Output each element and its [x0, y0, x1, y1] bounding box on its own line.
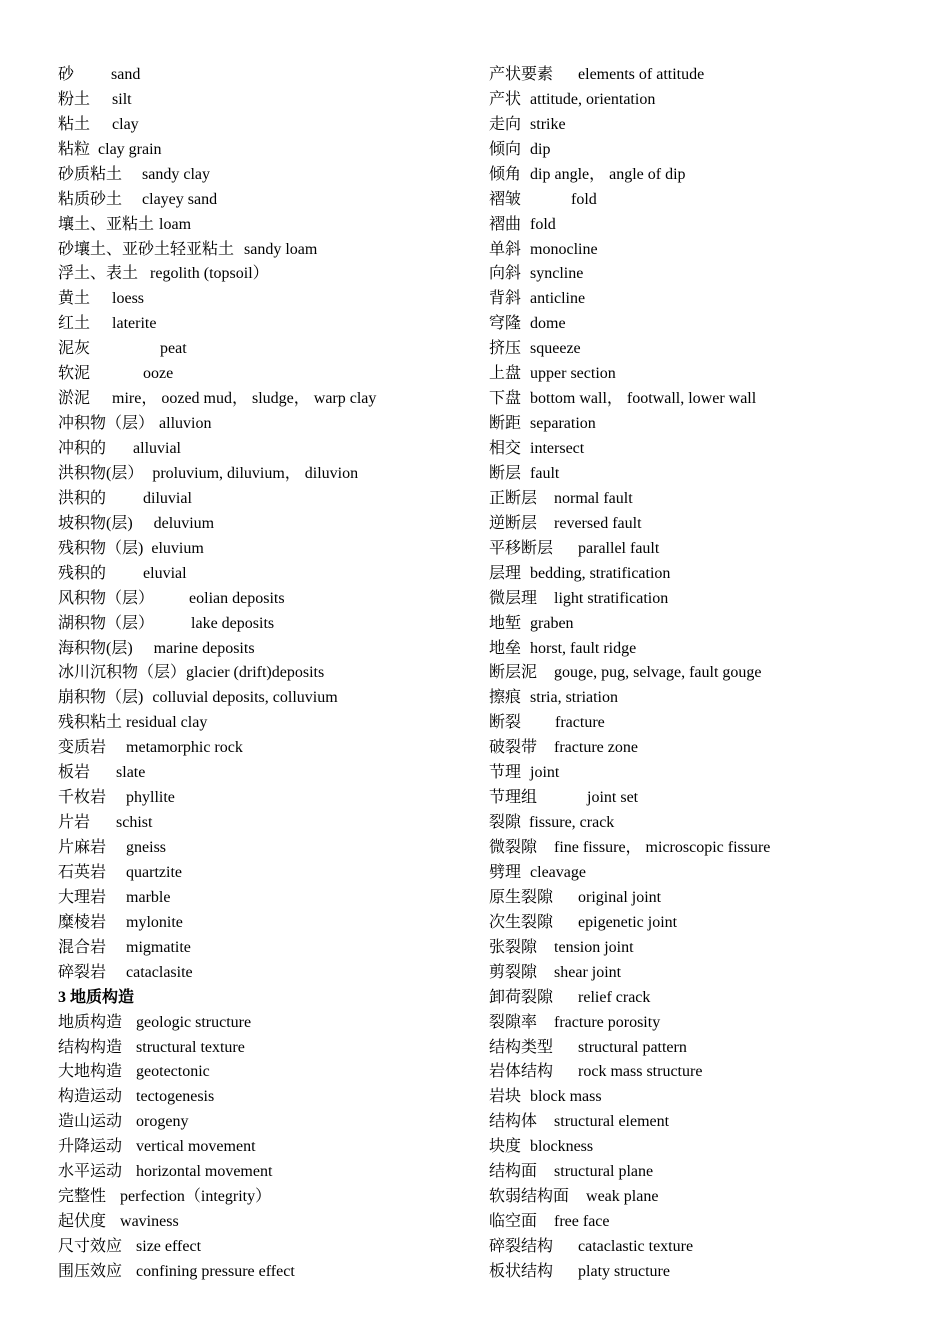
glossary-row	[489, 1084, 929, 1109]
chinese-term: 节理组	[489, 789, 538, 807]
english-term: perfection（integrity）	[120, 1188, 272, 1206]
english-term: bedding, stratification	[530, 564, 671, 582]
chinese-term: 断距	[489, 415, 522, 433]
chinese-term: 砂	[58, 65, 75, 83]
chinese-term: 逆断层	[489, 514, 538, 532]
glossary-row	[58, 1134, 468, 1159]
english-term: phyllite	[126, 789, 175, 807]
english-term: syncline	[530, 265, 584, 283]
chinese-term: 造山运动	[58, 1113, 123, 1131]
english-term: deluvium	[153, 514, 215, 532]
chinese-term: 石英岩	[58, 863, 107, 881]
right-column	[489, 62, 929, 1284]
chinese-term: 冲积物（层）	[58, 415, 155, 433]
chinese-term: 微层理	[489, 589, 538, 607]
glossary-row	[58, 710, 468, 735]
glossary-row	[489, 286, 929, 311]
chinese-term: 变质岩	[58, 739, 107, 757]
glossary-row	[489, 785, 929, 810]
english-term: normal fault	[554, 489, 633, 507]
glossary-row	[58, 511, 468, 536]
glossary-row	[58, 62, 468, 87]
chinese-term: 尺寸效应	[58, 1238, 123, 1256]
english-term: mylonite	[126, 913, 183, 931]
english-term: clay	[112, 115, 139, 133]
chinese-term: 坡积物(层)	[58, 514, 133, 532]
english-term: cleavage	[530, 863, 586, 881]
chinese-term: 冲积的	[58, 440, 107, 458]
english-term: eolian deposits	[189, 589, 285, 607]
glossary-row	[489, 237, 929, 262]
english-term: glacier (drift)deposits	[186, 664, 325, 682]
chinese-term: 原生裂隙	[489, 888, 554, 906]
english-term: mire， oozed mud， sludge， warp clay	[112, 390, 377, 408]
chinese-term: 倾向	[489, 140, 522, 158]
glossary-row	[58, 411, 468, 436]
glossary-row	[489, 1060, 929, 1085]
english-term: metamorphic rock	[126, 739, 243, 757]
glossary-row	[58, 860, 468, 885]
english-term: laterite	[112, 315, 157, 333]
chinese-term: 张裂隙	[489, 938, 538, 956]
glossary-row	[58, 1259, 468, 1284]
english-term: joint	[530, 764, 560, 782]
glossary-row	[58, 735, 468, 760]
english-term: structural texture	[136, 1038, 245, 1056]
english-term: cataclasite	[126, 963, 193, 981]
chinese-term: 风积物（层）	[58, 589, 155, 607]
english-term: lake deposits	[191, 614, 275, 632]
chinese-term: 洪积的	[58, 489, 107, 507]
english-term: marble	[126, 888, 171, 906]
english-term: monocline	[530, 240, 598, 258]
glossary-row	[58, 311, 468, 336]
chinese-term: 崩积物（层)	[58, 689, 144, 707]
english-term: fracture porosity	[554, 1013, 661, 1031]
chinese-term: 擦痕	[489, 689, 522, 707]
chinese-term: 结构体	[489, 1113, 538, 1131]
chinese-term: 下盘	[489, 390, 522, 408]
glossary-row	[489, 536, 929, 561]
chinese-term: 倾角	[489, 165, 522, 183]
chinese-term: 粘粒	[58, 140, 91, 158]
english-term: fold	[530, 215, 556, 233]
english-term: residual clay	[126, 714, 208, 732]
chinese-term: 裂隙	[489, 814, 522, 832]
english-term: dip	[530, 140, 551, 158]
glossary-row	[489, 835, 929, 860]
chinese-term: 块度	[489, 1138, 522, 1156]
chinese-term: 向斜	[489, 265, 522, 283]
chinese-term: 断裂	[489, 714, 522, 732]
chinese-term: 冰川沉积物（层）	[58, 664, 187, 682]
chinese-term: 3 地质构造	[58, 988, 135, 1006]
glossary-row	[58, 685, 468, 710]
glossary-row	[489, 212, 929, 237]
chinese-term: 地垒	[489, 639, 522, 657]
chinese-term: 碎裂岩	[58, 963, 107, 981]
glossary-row	[58, 935, 468, 960]
english-term: original joint	[578, 888, 662, 906]
chinese-term: 节理	[489, 764, 522, 782]
english-term: parallel fault	[578, 539, 660, 557]
glossary-row	[489, 561, 929, 586]
english-term: squeeze	[530, 340, 581, 358]
chinese-term: 裂隙率	[489, 1013, 538, 1031]
chinese-term: 完整性	[58, 1188, 107, 1206]
english-term: eluvial	[143, 564, 187, 582]
glossary-row	[58, 1010, 468, 1035]
english-term: fracture	[555, 714, 605, 732]
english-term: vertical movement	[136, 1138, 256, 1156]
glossary-row	[489, 960, 929, 985]
glossary-row	[489, 1259, 929, 1284]
glossary-row	[58, 785, 468, 810]
glossary-row	[489, 436, 929, 461]
chinese-term: 围压效应	[58, 1262, 123, 1280]
left-column	[58, 62, 468, 1284]
chinese-term: 壤土、亚粘土	[58, 215, 155, 233]
glossary-row	[489, 187, 929, 212]
chinese-term: 泥灰	[58, 340, 91, 358]
glossary-row	[58, 885, 468, 910]
chinese-term: 黄土	[58, 290, 91, 308]
english-term: geotectonic	[136, 1063, 210, 1081]
english-term: slate	[116, 764, 146, 782]
english-term: migmatite	[126, 938, 191, 956]
glossary-row	[58, 486, 468, 511]
glossary-row	[489, 1035, 929, 1060]
english-term: loam	[159, 215, 192, 233]
english-term: platy structure	[578, 1262, 670, 1280]
glossary-row	[58, 1234, 468, 1259]
chinese-term: 次生裂隙	[489, 913, 554, 931]
glossary-row	[58, 187, 468, 212]
glossary-row	[58, 1209, 468, 1234]
chinese-term: 糜棱岩	[58, 913, 107, 931]
glossary-row	[489, 411, 929, 436]
chinese-term: 地堑	[489, 614, 522, 632]
english-term: gneiss	[126, 839, 167, 857]
chinese-term: 红土	[58, 315, 91, 333]
chinese-term: 水平运动	[58, 1163, 123, 1181]
chinese-term: 大理岩	[58, 888, 107, 906]
glossary-row	[489, 661, 929, 686]
english-term: dome	[530, 315, 566, 333]
chinese-term: 褶曲	[489, 215, 522, 233]
glossary-row	[58, 1035, 468, 1060]
chinese-term: 粉土	[58, 90, 91, 108]
english-term: fracture zone	[554, 739, 638, 757]
glossary-row	[58, 661, 468, 686]
glossary-row	[58, 386, 468, 411]
glossary-row	[58, 561, 468, 586]
glossary-row	[58, 461, 468, 486]
chinese-term: 岩块	[489, 1088, 522, 1106]
glossary-row	[58, 760, 468, 785]
glossary-row	[58, 237, 468, 262]
english-term: strike	[530, 115, 566, 133]
english-term: gouge, pug, selvage, fault gouge	[554, 664, 762, 682]
english-term: tectogenesis	[136, 1088, 215, 1106]
glossary-row	[489, 461, 929, 486]
chinese-term: 产状要素	[489, 65, 554, 83]
english-term: block mass	[530, 1088, 602, 1106]
chinese-term: 残积的	[58, 564, 107, 582]
english-term: fine fissure， microscopic fissure	[554, 839, 771, 857]
glossary-row	[489, 486, 929, 511]
chinese-term: 大地构造	[58, 1063, 123, 1081]
chinese-term: 上盘	[489, 365, 522, 383]
chinese-term: 走向	[489, 115, 522, 133]
chinese-term: 湖积物（层）	[58, 614, 155, 632]
glossary-row	[58, 960, 468, 985]
glossary-row	[489, 137, 929, 162]
english-term: tension joint	[554, 938, 634, 956]
english-term: eluvium	[151, 539, 204, 557]
english-term: horizontal movement	[136, 1163, 273, 1181]
glossary-row	[58, 286, 468, 311]
chinese-term: 砂壤土、亚砂土轻亚粘土	[58, 240, 235, 258]
english-term: relief crack	[578, 988, 651, 1006]
chinese-term: 层理	[489, 564, 522, 582]
chinese-term: 断层	[489, 464, 522, 482]
chinese-term: 剪裂隙	[489, 963, 538, 981]
glossary-row	[489, 112, 929, 137]
english-term: colluvial deposits, colluvium	[152, 689, 338, 707]
chinese-term: 粘质砂土	[58, 190, 123, 208]
glossary-row	[58, 361, 468, 386]
glossary-row	[489, 262, 929, 287]
glossary-row	[489, 885, 929, 910]
english-term: ooze	[143, 365, 174, 383]
glossary-row	[489, 910, 929, 935]
glossary-row	[489, 1184, 929, 1209]
chinese-term: 升降运动	[58, 1138, 123, 1156]
english-term: dip angle， angle of dip	[530, 165, 686, 183]
glossary-row	[58, 1060, 468, 1085]
english-term: sandy loam	[244, 240, 318, 258]
chinese-term: 海积物(层)	[58, 639, 133, 657]
glossary-row	[489, 311, 929, 336]
glossary-row	[58, 87, 468, 112]
english-term: waviness	[120, 1213, 179, 1231]
glossary-row	[58, 336, 468, 361]
chinese-term: 挤压	[489, 340, 522, 358]
chinese-term: 正断层	[489, 489, 538, 507]
glossary-row	[58, 586, 468, 611]
english-term: horst, fault ridge	[530, 639, 637, 657]
english-term: orogeny	[136, 1113, 189, 1131]
english-term: marine deposits	[153, 639, 255, 657]
chinese-term: 洪积物(层）	[58, 464, 144, 482]
english-term: epigenetic joint	[578, 913, 678, 931]
english-term: attitude, orientation	[530, 90, 656, 108]
english-term: joint set	[587, 789, 639, 807]
chinese-term: 平移断层	[489, 539, 554, 557]
chinese-term: 起伏度	[58, 1213, 107, 1231]
glossary-row	[489, 860, 929, 885]
english-term: blockness	[530, 1138, 594, 1156]
glossary-row	[489, 1209, 929, 1234]
chinese-term: 破裂带	[489, 739, 538, 757]
glossary-row	[58, 262, 468, 287]
english-term: structural pattern	[578, 1038, 687, 1056]
chinese-term: 相交	[489, 440, 522, 458]
glossary-row	[58, 1084, 468, 1109]
chinese-term: 片岩	[58, 814, 91, 832]
glossary-row	[58, 112, 468, 137]
glossary-row	[489, 586, 929, 611]
glossary-row	[489, 760, 929, 785]
glossary-row	[489, 810, 929, 835]
glossary-row	[489, 935, 929, 960]
chinese-term: 褶皱	[489, 190, 522, 208]
chinese-term: 混合岩	[58, 938, 107, 956]
chinese-term: 淤泥	[58, 390, 91, 408]
glossary-row	[489, 611, 929, 636]
chinese-term: 残积粘土	[58, 714, 123, 732]
glossary-row	[58, 1109, 468, 1134]
chinese-term: 微裂隙	[489, 839, 538, 857]
glossary-row	[489, 62, 929, 87]
glossary-row	[58, 1184, 468, 1209]
english-term: clay grain	[98, 140, 162, 158]
english-term: quartzite	[126, 863, 182, 881]
chinese-term: 卸荷裂隙	[489, 988, 554, 1006]
english-term: intersect	[530, 440, 585, 458]
english-term: anticline	[530, 290, 586, 308]
glossary-row	[58, 436, 468, 461]
english-term: diluvial	[143, 489, 192, 507]
english-term: bottom wall， footwall, lower wall	[530, 390, 757, 408]
glossary-row	[58, 636, 468, 661]
glossary-row	[58, 162, 468, 187]
glossary-row	[489, 985, 929, 1010]
english-term: alluvial	[133, 440, 181, 458]
glossary-row	[58, 810, 468, 835]
glossary-row	[489, 162, 929, 187]
english-term: schist	[116, 814, 153, 832]
chinese-term: 背斜	[489, 290, 522, 308]
english-term: peat	[160, 340, 187, 358]
chinese-term: 软泥	[58, 365, 91, 383]
chinese-term: 地质构造	[58, 1013, 123, 1031]
glossary-row	[489, 636, 929, 661]
glossary-row	[489, 361, 929, 386]
chinese-term: 结构类型	[489, 1038, 554, 1056]
glossary-row	[489, 1234, 929, 1259]
english-term: sand	[111, 65, 141, 83]
chinese-term: 岩体结构	[489, 1063, 554, 1081]
glossary-row	[489, 511, 929, 536]
glossary-row	[489, 386, 929, 411]
glossary-row	[489, 710, 929, 735]
english-term: separation	[530, 415, 596, 433]
english-term: size effect	[136, 1238, 202, 1256]
chinese-term: 软弱结构面	[489, 1188, 570, 1206]
english-term: fault	[530, 464, 560, 482]
english-term: sandy clay	[142, 165, 210, 183]
glossary-row	[58, 910, 468, 935]
english-term: fissure, crack	[529, 814, 615, 832]
glossary-row	[489, 1159, 929, 1184]
english-term: free face	[554, 1213, 610, 1231]
glossary-row	[58, 536, 468, 561]
english-term: elements of attitude	[578, 65, 705, 83]
glossary-row	[489, 336, 929, 361]
chinese-term: 产状	[489, 90, 522, 108]
chinese-term: 砂质粘土	[58, 165, 123, 183]
english-term: cataclastic texture	[578, 1238, 694, 1256]
english-term: regolith (topsoil）	[150, 265, 269, 283]
glossary-row	[489, 685, 929, 710]
section-heading	[58, 985, 468, 1010]
english-term: stria, striation	[530, 689, 618, 707]
glossary-row	[489, 1109, 929, 1134]
glossary-row	[489, 1010, 929, 1035]
english-term: proluvium, diluvium， diluvion	[152, 464, 359, 482]
chinese-term: 粘土	[58, 115, 91, 133]
glossary-row	[58, 835, 468, 860]
glossary-row	[58, 611, 468, 636]
glossary-row	[58, 212, 468, 237]
glossary-row	[489, 87, 929, 112]
chinese-term: 片麻岩	[58, 839, 107, 857]
chinese-term: 临空面	[489, 1213, 538, 1231]
english-term: structural element	[554, 1113, 670, 1131]
english-term: silt	[112, 90, 132, 108]
english-term: fold	[571, 190, 597, 208]
english-term: confining pressure effect	[136, 1262, 295, 1280]
chinese-term: 单斜	[489, 240, 522, 258]
english-term: reversed fault	[554, 514, 642, 532]
chinese-term: 板岩	[58, 764, 91, 782]
chinese-term: 残积物（层)	[58, 539, 144, 557]
glossary-row	[489, 735, 929, 760]
english-term: alluvion	[159, 415, 212, 433]
english-term: weak plane	[586, 1188, 659, 1206]
english-term: structural plane	[554, 1163, 654, 1181]
english-term: graben	[530, 614, 574, 632]
glossary-row	[489, 1134, 929, 1159]
chinese-term: 断层泥	[489, 664, 538, 682]
chinese-term: 劈理	[489, 863, 522, 881]
english-term: shear joint	[554, 963, 622, 981]
english-term: clayey sand	[142, 190, 218, 208]
chinese-term: 结构面	[489, 1163, 538, 1181]
chinese-term: 板状结构	[489, 1262, 554, 1280]
english-term: upper section	[530, 365, 616, 383]
english-term: geologic structure	[136, 1013, 252, 1031]
chinese-term: 碎裂结构	[489, 1238, 554, 1256]
chinese-term: 结构构造	[58, 1038, 123, 1056]
english-term: light stratification	[554, 589, 669, 607]
english-term: loess	[112, 290, 145, 308]
glossary-row	[58, 137, 468, 162]
english-term: rock mass structure	[578, 1063, 703, 1081]
chinese-term: 浮土、表土	[58, 265, 139, 283]
chinese-term: 构造运动	[58, 1088, 123, 1106]
glossary-row	[58, 1159, 468, 1184]
chinese-term: 穹隆	[489, 315, 522, 333]
chinese-term: 千枚岩	[58, 789, 107, 807]
